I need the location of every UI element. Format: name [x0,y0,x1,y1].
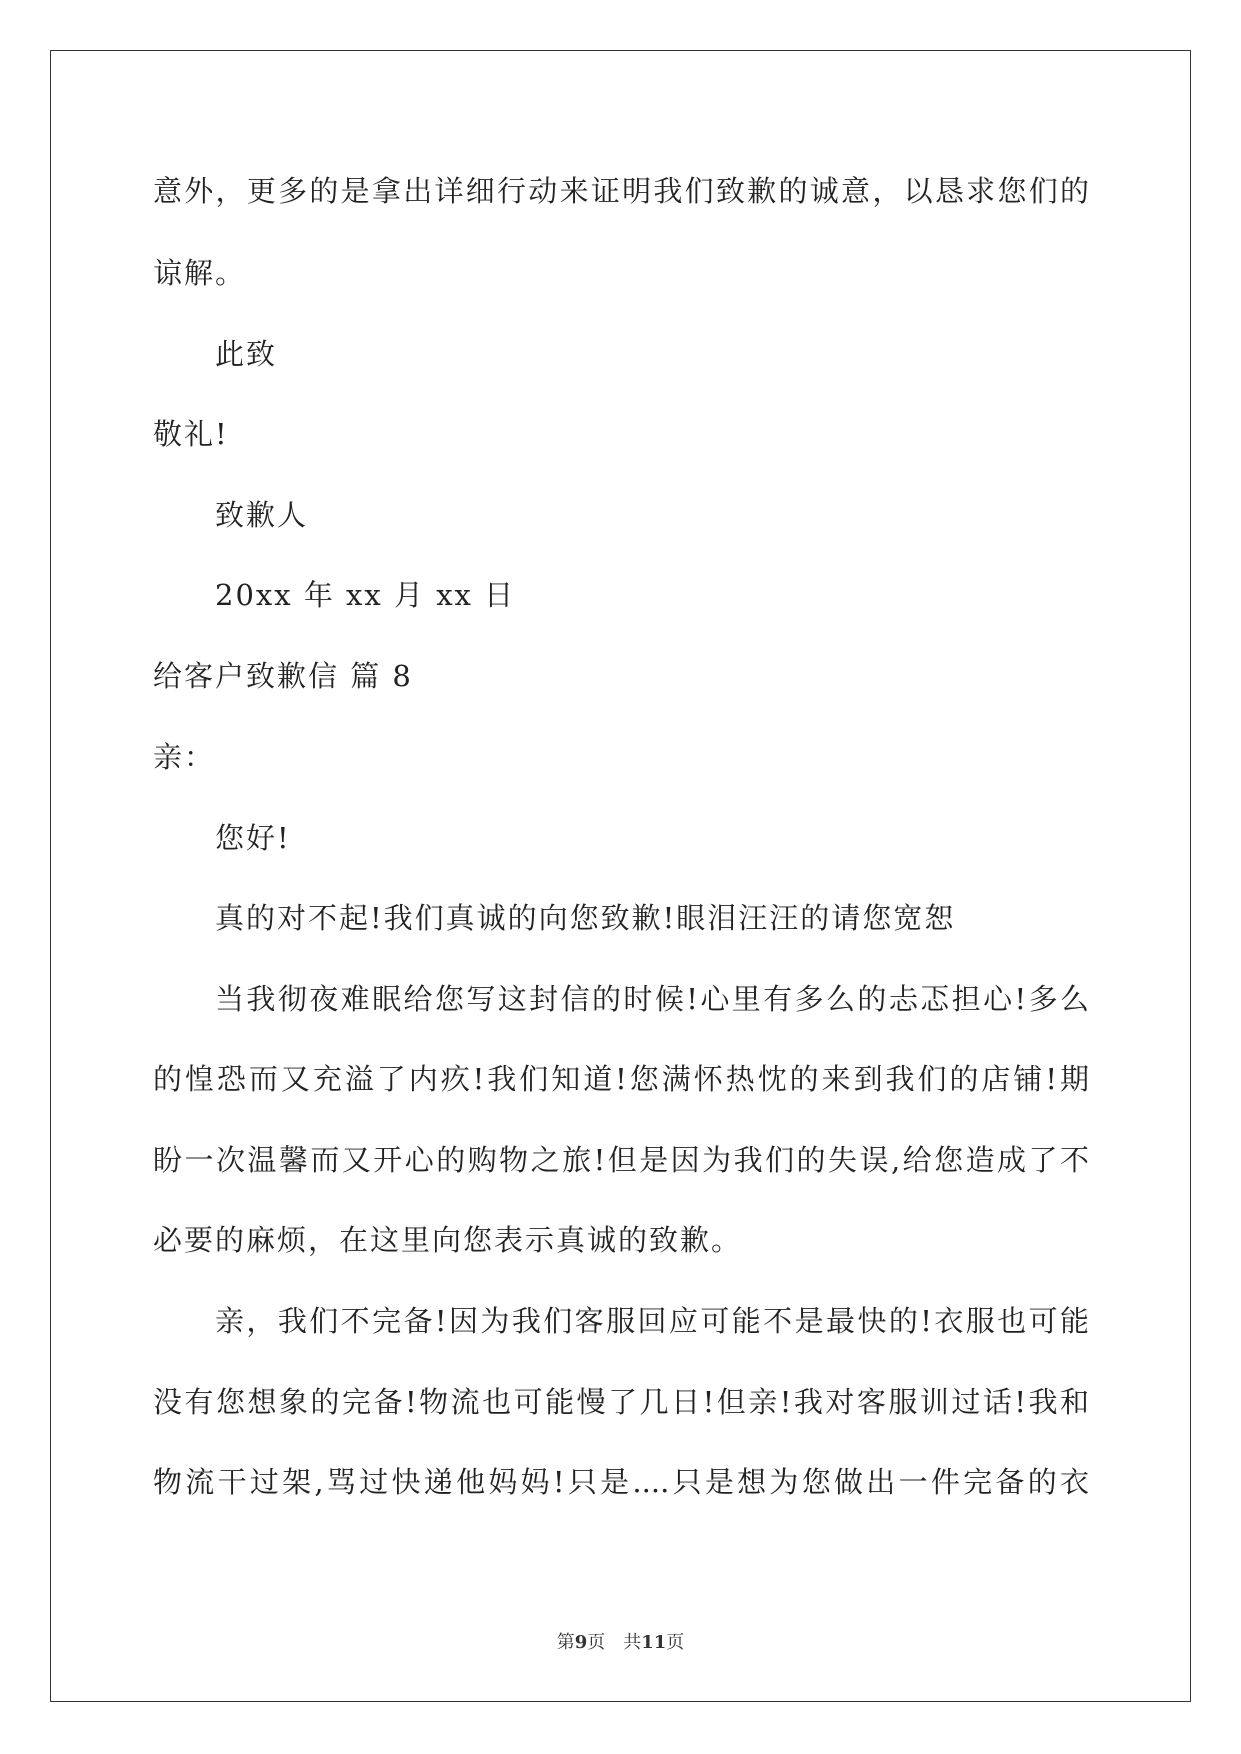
footer-middle: 页 共 [587,1632,642,1653]
paragraph-line: 真的对不起!我们真诚的向您致歉!眼泪汪汪的请您宽恕 [215,901,956,935]
letter-hello: 您好! [215,821,291,855]
paragraph-line: 谅解。 [153,256,247,290]
footer-suffix: 页 [666,1632,685,1653]
paragraph-line: 的惶恐而又充溢了内疚!我们知道!您满怀热忱的来到我们的店铺!期 [153,1062,1089,1096]
page-border [50,50,1191,1702]
section-title: 给客户致歉信 篇 8 [153,659,413,693]
paragraph-line: 没有您想象的完备!物流也可能慢了几日!但亲!我对客服训过话!我和 [153,1385,1089,1419]
current-page-number: 9 [574,1632,588,1653]
paragraph-line: 物流干过架,骂过快递他妈妈!只是....只是想为您做出一件完备的衣 [153,1465,1089,1499]
closing-regards: 敬礼! [153,417,229,451]
closing-salutation: 此致 [215,337,278,371]
paragraph-line: 当我彻夜难眠给您写这封信的时候!心里有多么的忐忑担心!多么 [215,982,1089,1016]
paragraph-line: 意外，更多的是拿出详细行动来证明我们致歉的诚意，以恳求您们的 [153,174,1089,208]
paragraph-line: 必要的麻烦，在这里向您表示真诚的致歉。 [153,1223,743,1257]
signature-date: 20xx 年 xx 月 xx 日 [215,578,516,612]
footer-prefix: 第 [556,1632,575,1653]
letter-greeting: 亲： [153,740,216,774]
paragraph-line: 亲，我们不完备!因为我们客服回应可能不是最快的!衣服也可能 [215,1304,1089,1338]
paragraph-line: 盼一次温馨而又开心的购物之旅!但是因为我们的失误,给您造成了不 [153,1143,1089,1177]
page-footer [0,1631,1241,1655]
signature-name: 致歉人 [215,498,309,532]
total-page-number: 11 [641,1632,667,1653]
